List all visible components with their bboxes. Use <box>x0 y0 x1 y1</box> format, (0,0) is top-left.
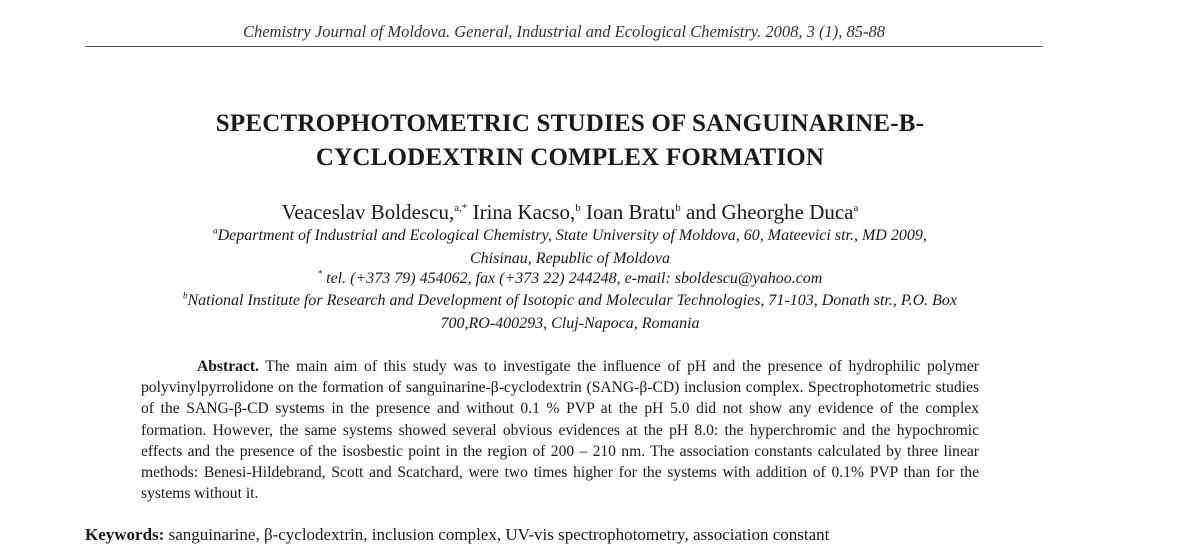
author-name: Veaceslav Boldescu, <box>281 200 455 224</box>
keywords-label: Keywords: <box>85 525 165 544</box>
paper-title <box>120 107 1020 175</box>
affiliation-b <box>110 289 1030 335</box>
affiliation-a-line-2: Chisinau, Republic of Moldova <box>470 250 670 267</box>
affiliation-a-marker: a <box>213 225 218 236</box>
author-name: and Gheorghe Duca <box>680 200 854 224</box>
author-list <box>120 198 1020 226</box>
affiliation-b-marker: b <box>182 290 188 301</box>
keywords-text: sanguinarine, β-cyclodextrin, inclusion complex, UV-vis spectrophotometry, association constant <box>164 525 830 544</box>
title-line-1: SPECTROPHOTOMETRIC STUDIES OF SANGUINARINE-B- <box>215 110 925 137</box>
journal-header: Chemistry Journal of Moldova. General, Industrial and Ecological Chemistry. 2008, 3 (1), 85-88 <box>242 22 886 41</box>
corresponding-contact <box>110 267 1030 290</box>
contact-marker: * <box>317 268 323 279</box>
keywords <box>85 523 1085 547</box>
author-affiliation-marker: a <box>853 202 859 214</box>
abstract-text: The main aim of this study was to investigate the influence of pH and the presence of hydrophilic polymer polyvinylpyrrolidone on the formation of sanguinarine-β-cyclodextrin (SANG-β-CD) inclusion complex. Spectrophotometric studies of the SANG-β-CD systems in the presence and without 0.1 % PVP at the pH 5.0 did not show any evidence of the complex formation. However, the same systems showed several obvious evidences at the pH 8.0: the hyperchromic and the hypochromic effects and the presence of the isosbestic point in the region of 200 – 210 nm. The association constants calculated by three linear methods: Benesi-Hildebrand, Scott and Scatchard, were two times higher for the systems with addition of 0.1% PVP than for the systems without it. <box>141 358 979 503</box>
title-line-2: CYCLODEXTRIN COMPLEX FORMATION <box>315 144 825 171</box>
contact-details: tel. (+373 79) 454062, fax (+373 22) 244248, e-mail: sboldescu@yahoo.com <box>322 270 823 287</box>
abstract <box>141 356 979 504</box>
abstract-label: Abstract. <box>197 358 259 375</box>
header-rule <box>85 46 1043 47</box>
author-affiliation-marker: a,* <box>454 202 468 214</box>
author-affiliation-marker: b <box>575 202 581 214</box>
author-name: Ioan Bratu <box>580 200 676 224</box>
author-affiliation-marker: b <box>675 202 681 214</box>
affiliation-b-line-2: 700,RO-400293, Cluj-Napoca, Romania <box>440 315 700 332</box>
affiliation-a <box>110 224 1030 270</box>
affiliation-b-line-1: National Institute for Research and Development of Isotopic and Molecular Technologies, 71-103, Donath str., P.O. Box <box>187 292 958 309</box>
affiliation-a-line-1: Department of Industrial and Ecological Chemistry, State University of Moldova, 60, Mateevici str., MD 2009, <box>217 227 927 244</box>
author-name: Irina Kacso, <box>467 200 576 224</box>
